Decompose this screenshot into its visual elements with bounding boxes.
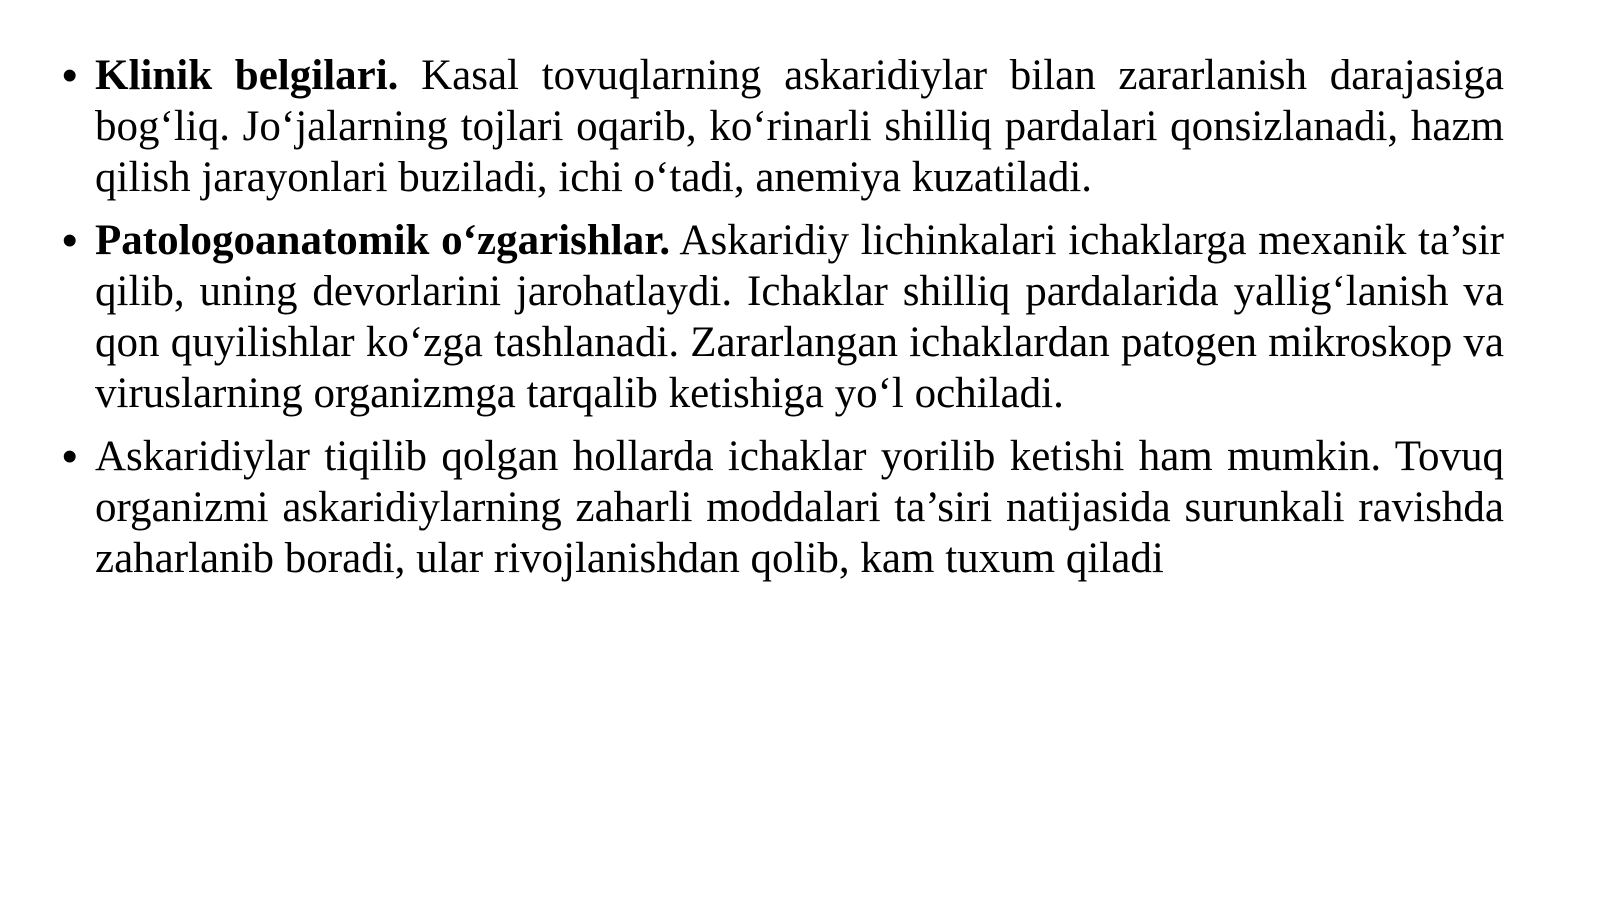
- bullet-list: [62, 50, 1504, 584]
- bullet-clinical-signs: [62, 50, 1504, 203]
- bullet-paragraph: [95, 431, 1504, 584]
- bullet-body: Askaridiylar tiqilib qolgan hollarda ichaklar yorilib ketishi ham mumkin. Tovuq organizmi askaridiylarning zaharli moddalari ta’siri natijasida surunkali ravishda zaharlanib boradi, ular rivojlanishdan qolib, kam tuxum qiladi: [95, 433, 1504, 582]
- bullet-dot-icon: •: [62, 432, 78, 481]
- bullet-heading: Klinik belgilari.: [95, 52, 399, 99]
- bullet-heading: Patologoanatomik o‘zgarishlar.: [95, 217, 671, 264]
- bullet-body: Kasal tovuqlarning askaridiylar bilan zararlanish darajasiga bog‘liq. Jo‘jalarning tojlari oqarib, ko‘rinarli shilliq pardalari qonsizlanadi, hazm qilish jarayonlari buziladi, ichi o‘tadi, anemiya kuzatiladi.: [95, 52, 1504, 201]
- bullet-complications: [62, 431, 1504, 584]
- bullet-paragraph: [95, 50, 1504, 203]
- bullet-body: Askaridiy lichinkalari ichaklarga mexanik ta’sir qilib, uning devorlarini jarohatlaydi. Ichaklar shilliq pardalarida yallig‘lanish va qon quyilishlar ko‘zga tashlanadi. Zararlangan ichaklardan patogen mikroskop va viruslarning organizmga tarqalib ketishiga yo‘l ochiladi.: [95, 217, 1505, 417]
- bullet-paragraph: [95, 215, 1504, 419]
- bullet-pathology: [62, 215, 1504, 419]
- bullet-dot-icon: •: [62, 51, 78, 100]
- bullet-dot-icon: •: [62, 216, 78, 265]
